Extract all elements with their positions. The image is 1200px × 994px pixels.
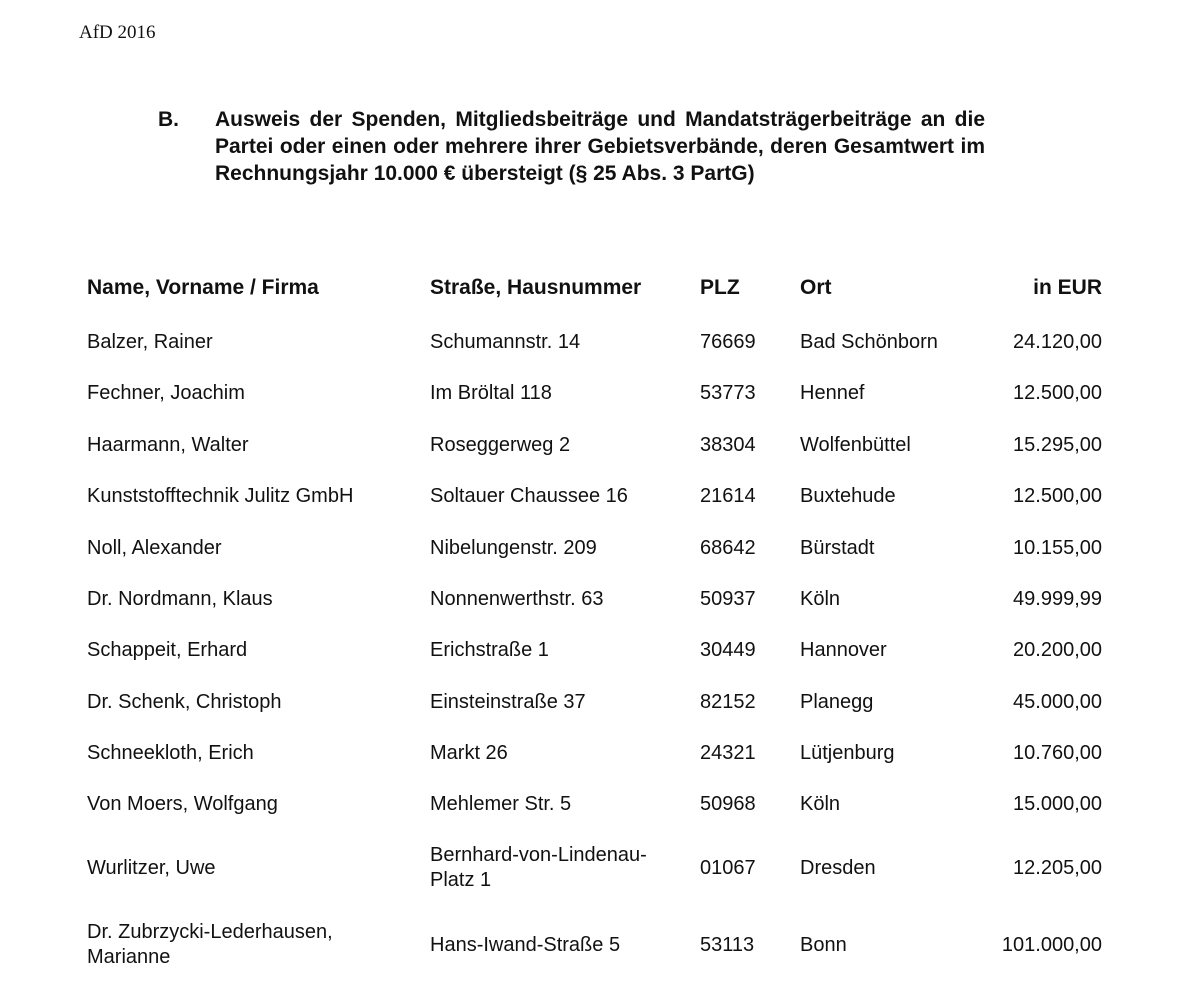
header-street: Straße, Hausnummer bbox=[430, 276, 642, 299]
cell-ort: Bürstadt bbox=[800, 536, 875, 559]
cell-name: Schappeit, Erhard bbox=[87, 638, 248, 661]
cell-street: Bernhard-von-Lindenau- Platz 1 bbox=[430, 844, 647, 891]
table-row bbox=[0, 842, 1200, 894]
cell-name: Schneekloth, Erich bbox=[87, 741, 254, 764]
header-name: Name, Vorname / Firma bbox=[87, 276, 319, 299]
cell-eur: 101.000,00 bbox=[1001, 933, 1102, 956]
cell-eur: 12.500,00 bbox=[1013, 381, 1102, 404]
cell-plz: 38304 bbox=[700, 433, 756, 456]
cell-name: Haarmann, Walter bbox=[87, 433, 249, 456]
cell-name: Balzer, Rainer bbox=[87, 330, 213, 353]
cell-eur: 10.155,00 bbox=[1013, 536, 1102, 559]
table-row bbox=[0, 329, 1200, 355]
table-row bbox=[0, 919, 1200, 971]
cell-name: Von Moers, Wolfgang bbox=[87, 792, 278, 815]
cell-ort: Dresden bbox=[800, 856, 876, 879]
cell-plz: 01067 bbox=[700, 856, 756, 879]
header-plz: PLZ bbox=[700, 276, 740, 299]
cell-ort: Hannover bbox=[800, 638, 887, 661]
cell-eur: 15.000,00 bbox=[1013, 792, 1102, 815]
table-row bbox=[0, 432, 1200, 458]
header-eur: in EUR bbox=[1033, 276, 1102, 299]
cell-street: Mehlemer Str. 5 bbox=[430, 792, 572, 815]
cell-street: Nibelungenstr. 209 bbox=[430, 536, 597, 559]
table-row bbox=[0, 740, 1200, 766]
cell-street: Hans-Iwand-Straße 5 bbox=[430, 933, 621, 956]
cell-street: Nonnenwerthstr. 63 bbox=[430, 587, 604, 610]
table-row bbox=[0, 535, 1200, 561]
cell-name: Wurlitzer, Uwe bbox=[87, 856, 216, 879]
cell-street: Einsteinstraße 37 bbox=[430, 690, 586, 713]
table-row bbox=[0, 380, 1200, 406]
table-row bbox=[0, 586, 1200, 612]
cell-name: Dr. Zubrzycki-Lederhausen, Marianne bbox=[87, 921, 333, 968]
table-row bbox=[0, 637, 1200, 663]
cell-eur: 12.205,00 bbox=[1013, 856, 1102, 879]
cell-street: Markt 26 bbox=[430, 741, 508, 764]
section-letter: B. bbox=[158, 108, 179, 131]
cell-eur: 49.999,99 bbox=[1013, 587, 1102, 610]
cell-eur: 12.500,00 bbox=[1013, 484, 1102, 507]
cell-eur: 10.760,00 bbox=[1013, 741, 1102, 764]
cell-street: Soltauer Chaussee 16 bbox=[430, 484, 628, 507]
cell-street: Im Bröltal 118 bbox=[430, 381, 552, 404]
cell-ort: Wolfenbüttel bbox=[800, 433, 911, 456]
cell-plz: 21614 bbox=[700, 484, 756, 507]
cell-name: Fechner, Joachim bbox=[87, 381, 245, 404]
page-header: AfD 2016 bbox=[79, 22, 156, 43]
cell-ort: Köln bbox=[800, 792, 841, 815]
table-row bbox=[0, 689, 1200, 715]
cell-eur: 20.200,00 bbox=[1013, 638, 1102, 661]
cell-plz: 68642 bbox=[700, 536, 756, 559]
cell-street: Schumannstr. 14 bbox=[430, 330, 581, 353]
cell-eur: 45.000,00 bbox=[1013, 690, 1102, 713]
cell-ort: Planegg bbox=[800, 690, 874, 713]
cell-eur: 15.295,00 bbox=[1013, 433, 1102, 456]
cell-name: Noll, Alexander bbox=[87, 536, 222, 559]
cell-eur: 24.120,00 bbox=[1013, 330, 1102, 353]
cell-name: Kunststofftechnik Julitz GmbH bbox=[87, 484, 354, 507]
table-row bbox=[0, 791, 1200, 817]
cell-ort: Köln bbox=[800, 587, 841, 610]
cell-name: Dr. Schenk, Christoph bbox=[87, 690, 282, 713]
cell-plz: 50968 bbox=[700, 792, 756, 815]
cell-name: Dr. Nordmann, Klaus bbox=[87, 587, 273, 610]
cell-plz: 50937 bbox=[700, 587, 756, 610]
cell-ort: Buxtehude bbox=[800, 484, 896, 507]
cell-plz: 76669 bbox=[700, 330, 756, 353]
section-text: Ausweis der Spenden, Mitgliedsbeiträge und Mandatsträgerbeiträge an die Partei oder einen oder mehrere ihrer Gebietsverbände, deren Gesamtwert im Rechnungsjahr 10.000 € übersteigt (§ 25 Abs. 3 PartG) bbox=[215, 108, 985, 185]
table-row bbox=[0, 483, 1200, 509]
cell-ort: Hennef bbox=[800, 381, 865, 404]
cell-ort: Bad Schönborn bbox=[800, 330, 938, 353]
cell-ort: Bonn bbox=[800, 933, 847, 956]
cell-plz: 82152 bbox=[700, 690, 756, 713]
cell-street: Roseggerweg 2 bbox=[430, 433, 571, 456]
header-ort: Ort bbox=[800, 276, 832, 299]
cell-plz: 30449 bbox=[700, 638, 756, 661]
cell-plz: 53113 bbox=[700, 933, 755, 956]
cell-plz: 53773 bbox=[700, 381, 756, 404]
cell-ort: Lütjenburg bbox=[800, 741, 895, 764]
cell-plz: 24321 bbox=[700, 741, 756, 764]
table-header bbox=[0, 273, 1200, 303]
cell-street: Erichstraße 1 bbox=[430, 638, 549, 661]
